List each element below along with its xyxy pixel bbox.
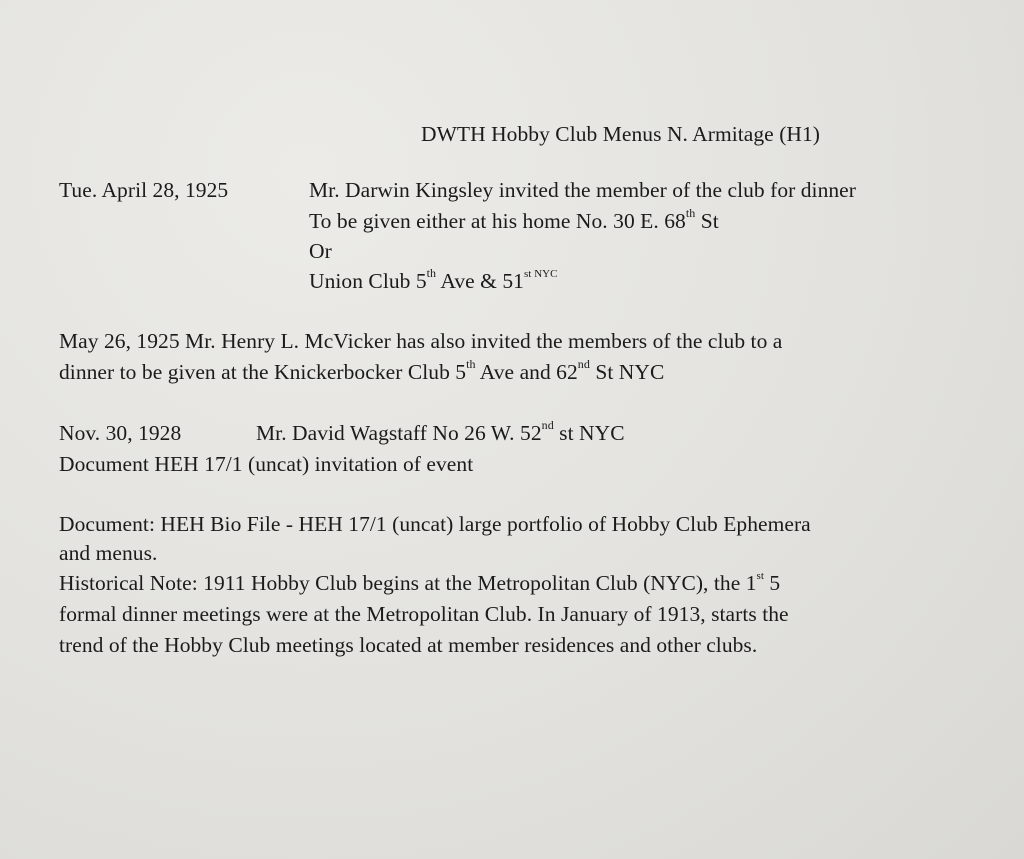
entry3-line1: [256, 417, 625, 446]
notes-line1: Document: HEH Bio File - HEH 17/1 (uncat) large portfolio of Hobby Club Ephemera: [59, 512, 811, 536]
entry2-line2-sup1: th: [466, 356, 476, 371]
entry3-date: Nov. 30, 1928: [59, 421, 182, 445]
notes-line2: and menus.: [59, 541, 158, 565]
entry1-line3: Or: [309, 239, 332, 263]
entry3-line2: Document HEH 17/1 (uncat) invitation of event: [59, 452, 474, 476]
entry2-line2-sup2: nd: [577, 356, 590, 371]
notes-line5: trend of the Hobby Club meetings located at member residences and other clubs.: [59, 633, 758, 657]
entry1-line2-sup: th: [685, 205, 696, 220]
entry1-line1: Mr. Darwin Kingsley invited the member of the club for dinner: [309, 178, 856, 202]
entry1-line4: [309, 265, 558, 294]
entry1-line4-sup1: th: [426, 265, 437, 280]
entry2-line2-mid: Ave and 62: [475, 360, 578, 384]
entry3-line1-sup: nd: [541, 417, 554, 432]
notes-line3: [59, 570, 780, 596]
notes-line3-end: 5: [763, 571, 781, 595]
entry3-line1-text: Mr. David Wagstaff No 26 W. 52: [256, 421, 542, 445]
entry1-line4-sup2: st NYC: [523, 267, 558, 280]
notes-line3-sup: st: [756, 569, 764, 582]
notes-line4: formal dinner meetings were at the Metropolitan Club. In January of 1913, starts the: [59, 602, 789, 626]
entry2-line2: [59, 356, 665, 385]
entry3-line1-end: st NYC: [553, 421, 625, 445]
document-title: DWTH Hobby Club Menus N. Armitage (H1): [421, 122, 820, 146]
entry2-line1: May 26, 1925 Mr. Henry L. McVicker has also invited the members of the club to a: [59, 329, 783, 353]
entry1-line4-text: Union Club 5: [309, 269, 427, 293]
entry1-date: Tue. April 28, 1925: [59, 178, 229, 202]
entry1-line2: [309, 205, 719, 234]
notes-line3-text: Historical Note: 1911 Hobby Club begins at the Metropolitan Club (NYC), the 1: [59, 571, 757, 595]
entry1-line2-end: St: [695, 209, 719, 233]
entry2-line2-text: dinner to be given at the Knickerbocker Club 5: [59, 360, 467, 384]
entry2-line2-end: St NYC: [589, 360, 665, 384]
entry1-line2-text: To be given either at his home No. 30 E. 68: [309, 209, 686, 233]
entry1-line4-mid: Ave & 51: [436, 269, 524, 293]
